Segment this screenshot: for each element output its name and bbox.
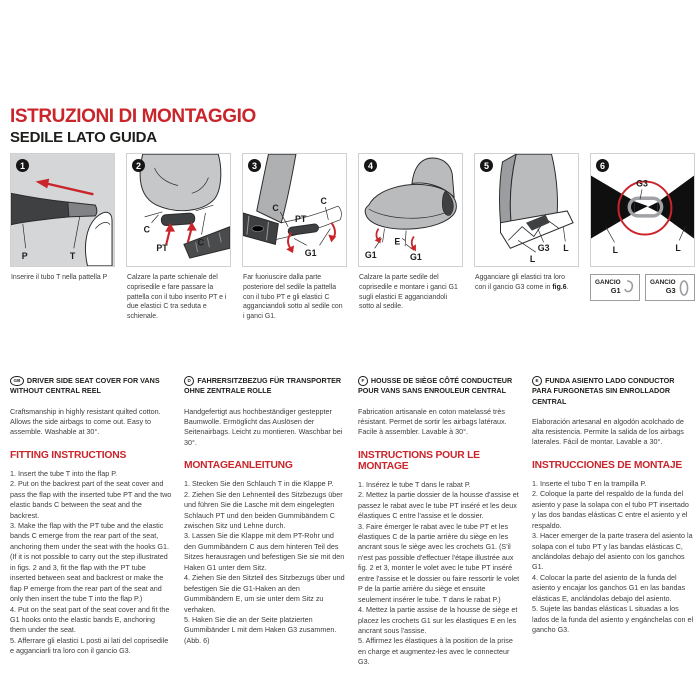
step-3-caption: Far fuoriuscire dalla parte posteriore del sedile la pattella con il tubo PT e gli elastici C agganciandoli sotto al sedile con i ganci G1. (243, 274, 343, 321)
label-l-left: L (612, 245, 618, 256)
tube-t-shape (68, 202, 97, 217)
step-panel-2 (126, 153, 231, 322)
column-header-text: FUNDA ASIENTO LADO CONDUCTOR PARA FURGONETAS SIN ENROLLADOR CENTRAL (532, 376, 675, 406)
section-heading: MONTAGEANLEITUNG (184, 460, 293, 472)
column-english (10, 376, 172, 668)
step-1-illustration (11, 154, 114, 266)
page-title: ISTRUZIONI DI MONTAGGIO (10, 106, 256, 127)
step-2-illustration (127, 154, 230, 266)
column-header-text: DRIVER SIDE SEAT COVER FOR VANS WITHOUT CENTRAL REEL (10, 376, 160, 396)
caption-fig-ref: fig.6 (552, 283, 567, 291)
column-intro: Handgefertigt aus hochbeständiger gesteppter Baumwolle. Ermöglicht das Auslösen der Seitenairbags. Leicht zu montieren. Waschbar bei 30°. (184, 406, 343, 447)
step-panels (10, 153, 695, 322)
language-badge-f: F (358, 376, 368, 386)
section-heading: FITTING INSTRUCTIONS (10, 449, 127, 461)
step-item: 5. Affirmez les élastiques à la position de la prise en charge et augmentez-les avec le connecteur G3. (358, 636, 513, 667)
step-6-figure (590, 153, 695, 267)
step-item: 2. Put on the backrest part of the seat cover and pass the flap with the inserted tube PT and the two elastic bands C between the seat and the backrest. (10, 479, 172, 520)
step-2-figure (126, 153, 231, 267)
legend-label: GANCIO (650, 279, 676, 287)
legend-text (650, 279, 676, 296)
label-l-right: L (563, 243, 569, 254)
section-heading: INSTRUCCIONES DE MONTAJE (532, 459, 683, 471)
step-panel-6 (590, 153, 695, 322)
label-g1-right: G1 (410, 252, 422, 263)
step-item: 3. Hacer emerger de la parte trasera del asiento la solapa con el tubo PT y las bandas elásticas C, anclándolas debajo del asiento con los ganchos G1. (532, 531, 693, 572)
legend-box-g1 (590, 274, 640, 301)
legend-code: G3 (665, 285, 676, 295)
tube-pt-shape (161, 213, 195, 226)
masthead (10, 106, 256, 146)
legend-label: GANCIO (595, 279, 621, 287)
legend-code: G1 (610, 285, 621, 295)
step-5-figure (474, 153, 579, 267)
legend-box-g3 (645, 274, 695, 301)
step-list (358, 480, 520, 668)
step-item: 2. Ziehen Sie den Lehnenteil des Sitzbezugs über und führen Sie die Lasche mit dem eingelegten Schlauch PT und den beiden Gummibändern C zwischen Sitz und Lehne durch. (184, 489, 343, 530)
label-l-right: L (675, 243, 681, 254)
step-item: 2. Mettez la partie dossier de la housse d'assise et passez le rabat avec le tube PT inséré et les deux élastiques C entre l'assise et le dossier. (358, 490, 519, 521)
column-header (184, 376, 346, 397)
step-list (10, 469, 172, 657)
step-item: 4. Colocar la parte del asiento de la funda del asiento y encajar los ganchos G1 en las bandas elásticas E, anclándolas debajo del asiento. (532, 572, 686, 603)
step-number-badge: 2 (132, 159, 145, 172)
column-header (358, 376, 520, 397)
step-item: 1. Insert the tube T into the flap P. (10, 468, 118, 478)
step-3-figure (242, 153, 347, 267)
step-number-badge: 6 (596, 159, 609, 172)
step-panel-5 (474, 153, 579, 322)
step-item: 4. Ziehen Sie den Sitzteil des Sitzbezugs über und befestigen Sie die G1-Haken an den Gummibändern E, um sie unter dem Sitz zu verhaken. (184, 573, 345, 614)
label-c-right: C (320, 196, 327, 207)
column-header (10, 376, 172, 397)
column-header-text: FAHRERSITZBEZUG FÜR TRANSPORTER OHNE ZENTRALE ROLLE (184, 376, 342, 396)
language-columns (10, 376, 694, 668)
step-number-badge: 4 (364, 159, 377, 172)
step-item: 1. Insérez le tube T dans le rabat P. (358, 479, 471, 489)
step-4-caption: Calzare la parte sedile del coprisedile e montare i ganci G1 sugli elastici E agganciandoli sotto al sedile. (359, 274, 458, 311)
backrest-shape (140, 154, 221, 211)
step-1-caption: Inserire il tubo T nella pattella P (11, 274, 108, 281)
label-g1: G1 (304, 248, 317, 259)
band-eyelet (252, 226, 264, 232)
column-header-text: HOUSSE DE SIÈGE CÔTÉ CONDUCTEUR POUR VANS SANS ENROULEUR CENTRAL (358, 376, 513, 396)
hook-legend (590, 274, 695, 301)
step-item: 5. Sujete las bandas elásticas L situadas a los lados de la funda del asiento y engánchelas con el gancho G3. (532, 604, 694, 635)
step-4-illustration (359, 154, 462, 266)
step-item: 2. Coloque la parte del respaldo de la funda del asiento y pase la solapa con el tubo PT insertado y las dos bandas elásticas C entre el asiento y el respaldo. (532, 489, 689, 530)
step-panel-1 (10, 153, 115, 322)
step-list (532, 479, 694, 636)
step-panel-3 (242, 153, 347, 322)
step-number-badge: 3 (248, 159, 261, 172)
step-item: 5. Afferrare gli elastici L posti ai lati del coprisedile e agganciarli tra loro con il gancio G3. (10, 635, 169, 656)
step-item: 4. Mettez la partie assise de la housse de siège et placez les crochets G1 sur les élastiques E en les ancrant sous l'assise. (358, 605, 518, 635)
section-heading: INSTRUCTIONS POUR LE MONTAGE (358, 449, 480, 472)
label-c-left: C (143, 224, 151, 235)
label-g3: G3 (636, 178, 648, 189)
step-4-figure (358, 153, 463, 267)
language-badge-d: D (184, 376, 194, 386)
label-e: E (394, 236, 401, 247)
language-badge-e: E (532, 376, 542, 386)
label-pt: PT (156, 243, 168, 254)
caption-text: . (566, 283, 569, 291)
step-item: 1. Stecken Sie den Schlauch T in die Klappe P. (184, 479, 334, 489)
column-spanish (532, 376, 694, 668)
step-list (184, 479, 346, 646)
label-c-left: C (272, 202, 279, 213)
legend-text (595, 279, 621, 296)
language-badge-gb: GB (10, 376, 24, 386)
oval-link-icon (678, 279, 690, 297)
column-intro: Elaboración artesanal en algodón acolchado de alta resistencia. Permite la salida de los airbags laterales. Fácil de montar. Lavable a 30°. (532, 416, 684, 447)
label-g3: G3 (537, 243, 550, 254)
step-item: 3. Make the flap with the PT tube and the elastic bands C emerge from the rear part of the seat, anchoring them under the seat with the hooks G1. (If it is not possible to carry out the step illustrated in figs. 2 and 3, fit the flap with the PT tube inserted between seat and backrest or make the flap P emerge from the rear part of the seat and only then insert the tube T into the flap P.) (10, 521, 170, 604)
step-item: 5. Haken Sie die an der Seite platzierten Gummibänder L mit dem Haken G3 zusammen. (Abb. 6) (184, 614, 337, 645)
step-5-caption (475, 273, 578, 293)
step-3-illustration (243, 154, 346, 266)
label-l-left: L (529, 253, 536, 264)
column-french (358, 376, 520, 668)
column-german (184, 376, 346, 668)
step-item: 3. Faire émerger le rabat avec le tube PT et les élastiques C de la partie arrière du siège en les ancrant sous le siège avec les crochets G1. (S'il n'est pas possible d'effectuer l'étape illustrée aux fig. 2 et 3, monter le volet avec le tube PT inséré entre l'assise et le dossier ou faire ressortir le volet P de la partie arrière du siège et ensuite seulement insérer le tube. T dans le rabat P.) (358, 521, 520, 604)
step-item: 3. Lassen Sie die Klappe mit dem PT-Rohr und den Gummibändern C aus dem hinteren Teil des Sitzes herausragen und befestigen Sie sie mit den Haken G1 unter dem Sitz. (184, 531, 345, 572)
label-g1-left: G1 (364, 250, 377, 261)
caption-text: Agganciare gli elastici tra loro con il gancio G3 come in (475, 274, 566, 291)
step-6-illustration (591, 154, 694, 266)
step-2-caption: Calzare la parte schienale del coprisedile e fare passare la pattella con il tubo inserito PT e i due elastici C tra seduta e schienale. (127, 274, 227, 321)
label-p: P (21, 251, 28, 262)
step-panel-4 (358, 153, 463, 322)
label-t: T (69, 251, 76, 262)
column-intro: Fabrication artisanale en coton matelassé très résistant. Permet de sortir les airbags latéraux. Facile à assembler. Lavable à 30°. (358, 406, 507, 437)
step-item: 4. Put on the seat part of the seat cover and fit the G1 hooks onto the elastic bands E, anchoring them under the seat. (10, 604, 170, 635)
hook-icon (623, 279, 635, 297)
step-number-badge: 1 (16, 159, 29, 172)
step-1-figure (10, 153, 115, 267)
step-number-badge: 5 (480, 159, 493, 172)
label-c-right: C (197, 237, 205, 248)
page-subtitle: SEDILE LATO GUIDA (10, 129, 157, 146)
step-item: 1. Inserte el tubo T en la trampilla P. (532, 478, 647, 488)
step-5-illustration (475, 154, 578, 266)
column-header (532, 376, 694, 407)
column-intro: Craftsmanship in highly resistant quilted cotton. Allows the side airbags to come out. Easy to assemble. Washable at 30°. (10, 406, 161, 437)
label-pt: PT (294, 213, 307, 224)
